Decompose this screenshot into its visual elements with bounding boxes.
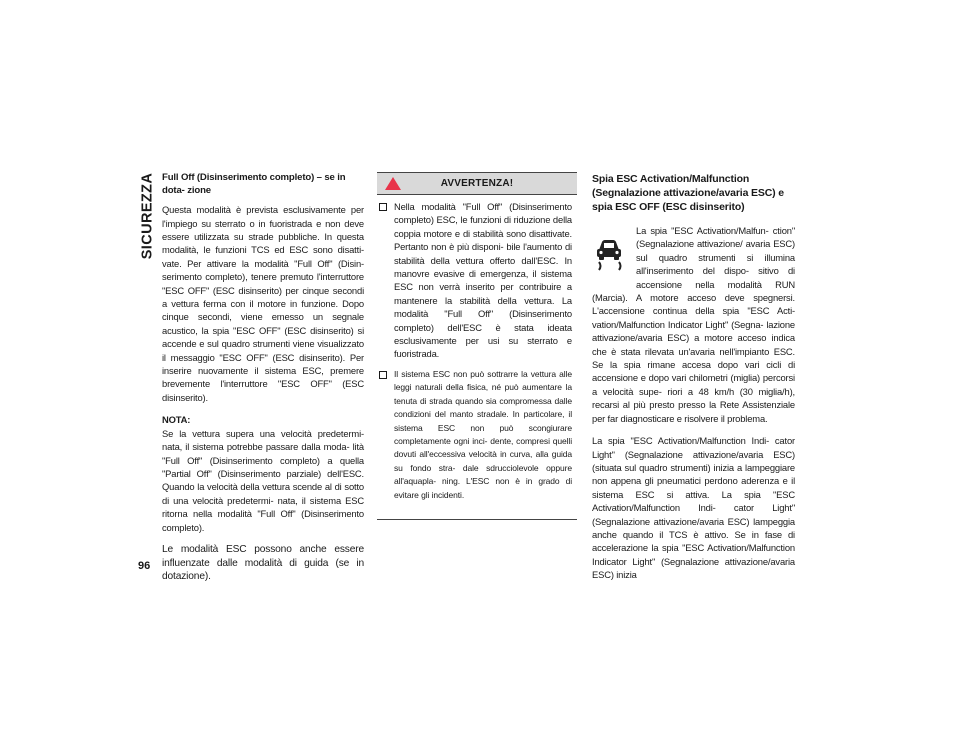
note-text: Se la vettura supera una velocità predetermi- nata, il sistema potrebbe passare dalla moda- lità "Full Off" (Disinserimento completo) a quella "Partial Off" (Disinserimento parziale) dell'ESC. Quando la velocità della vettura scende al di sotto di una velocità predetermi- nata, il sistema ESC ritorna nella modalità "Full Off" (Disinserimento completo). [162, 427, 364, 533]
section-tab [138, 166, 156, 266]
note-block [162, 413, 364, 534]
esc-lamp-title: Spia ESC Activation/Malfunction (Segnalazione attivazione/avaria ESC) e spia ESC OFF (ESC disinserito) [592, 173, 784, 213]
warning-item [379, 200, 572, 361]
warning-box [377, 172, 577, 520]
warning-item-text: Nella modalità "Full Off" (Disinserimento completo) ESC, le funzioni di riduzione della coppia motore e di stabilità sono disattivate. Pertanto non è più disponi- bile l'aumento di stabilità della vettura offerto dall'ESC. In manovre evasive di emergenza, il sistema ESC non verrà inserito per contribuire a mantenere la stabilità della vettura. La modalità "Full Off" (Disinserimento completo) dell'ESC è stata ideata esclusivamente per usi su sterrato e fuoristrada. [394, 201, 572, 360]
page-number: 96 [138, 560, 151, 572]
full-off-subheading: Full Off (Disinserimento completo) – se in dota- zione [162, 172, 346, 196]
full-off-paragraph: Questa modalità è prevista esclusivamente per l'impiego su sterrato o in fuoristrada e non deve essere utilizzata su strade pubbliche. In questa modalità, le funzioni TCS ed ESC sono disatti- vate. Per attivare la modalità "Full Off" (Disin- serimento completo), tenere premuto l'interruttore "ESC OFF" (ESC disinserito) per cinque secondi a vettura ferma con il motore in funzione. Dopo cinque secondi, viene emesso un segnale acustico, la spia "ESC OFF" (ESC disinserito) si accende e sul quadro strumenti viene visualizzato il messaggio "ESC OFF" (ESC disinserito). Per inserire nuovamente il sistema ESC, premere brevemente l'interruttore "ESC OFF" (ESC disinserito). [162, 204, 364, 403]
warning-item-text: Il sistema ESC non può sottrarre la vettura alle leggi naturali della fisica, né può aumentare la tenuta di strada quando sia compromessa dalle condizioni del manto stradale. In particolare, il sistema ESC non può scongiurare completamente ogni inci- dente, compresi quelli dovuti all'eccessiva velocità in curva, alla guida su fondo stra- dale sdrucciolevole oppure all'aquapla- ning. L'ESC non è in grado di evitare gli incidenti. [394, 368, 572, 500]
warning-triangle-icon [384, 176, 402, 195]
driving-modes-paragraph: Le modalità ESC possono anche essere influenzate dalle modalità di guida (se in dotazione). [162, 543, 364, 583]
esc-skid-car-icon [592, 234, 626, 274]
note-label: NOTA: [162, 414, 191, 426]
bullet-square-icon [379, 203, 387, 211]
esc-lamp-paragraph-2: La spia "ESC Activation/Malfunction Indi- cator Light" (Segnalazione attivazione/avaria ESC) (situata sul quadro strumenti) inizia a lampeggiare non appena gli pneumatici perdono aderenza e il sistema ESC si attiva. La spia "ESC Activation/Malfunction Indi- cator Light" (Segnalazione attivazione/avaria ESC) lampeggia anche quando il TCS è attivo. Se in fase di accelerazione la spia "ESC Activation/Malfunction Indicator Light" (Segnalazione attivazione/avaria ESC) inizia [592, 435, 795, 581]
warning-item [379, 368, 572, 502]
warning-title: AVVERTENZA! [440, 178, 514, 189]
warning-list [377, 195, 577, 519]
bullet-square-icon [379, 371, 387, 379]
column-left [162, 172, 364, 593]
esc-lamp-paragraph-1: La spia "ESC Activation/Malfun- ction" (Segnalazione attivazione/ avaria ESC) sul quadro strumenti si illumina all'inserimento del dispo- sitivo di accensione nella modalità RUN (Marcia). A motore acceso deve spegnersi. L'accensione continua della spia "ESC Acti- vation/Malfunction Indicator Light" (Segna- lazione attivazione/avaria ESC) a motore acceso indica che è stata rilevata un'avaria nell'impianto ESC. Se la spia rimane accesa dopo vari cicli di accensione e dopo vari chilometri (miglia) percorsi a velocità supe- riori a 48 km/h (30 miglia/h), recarsi al più presto presso la Rete Assistenziale per far diagnosticare e risolvere il problema. [592, 225, 795, 424]
section-tab-label: SICUREZZA [139, 172, 156, 260]
warning-header [377, 173, 577, 195]
column-right [592, 172, 795, 591]
